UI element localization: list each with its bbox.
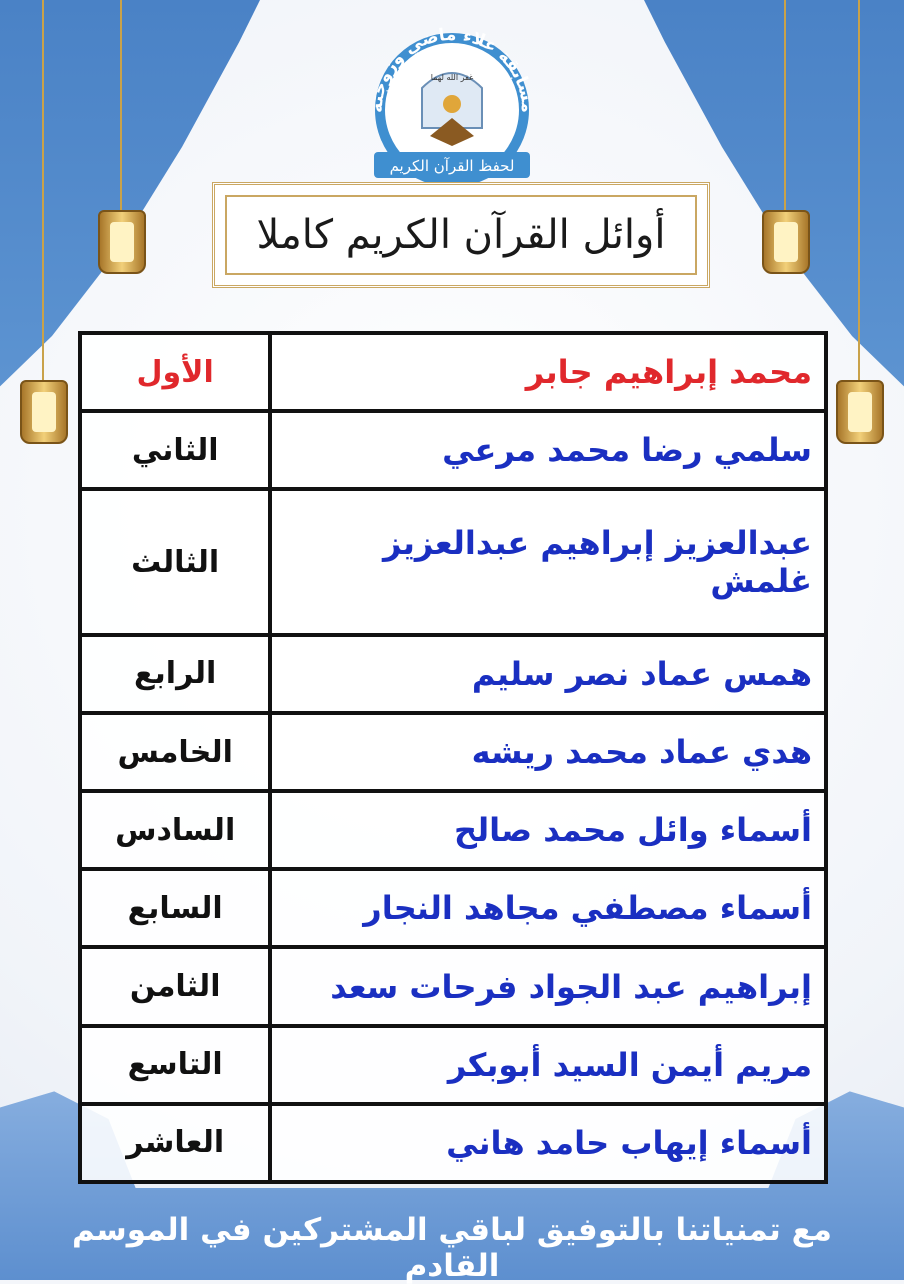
- rank-cell: الخامس: [80, 713, 270, 791]
- name-cell: هدي عماد محمد ريشه: [270, 713, 826, 791]
- name-cell: مريم أيمن السيد أبوبكر: [270, 1026, 826, 1104]
- name-cell: محمد إبراهيم جابر: [270, 333, 826, 411]
- lantern-icon: [762, 0, 808, 274]
- table-row: [80, 411, 826, 489]
- rank-cell: الثالث: [80, 489, 270, 635]
- name-cell: همس عماد نصر سليم: [270, 635, 826, 713]
- winners-table: [78, 331, 828, 1184]
- name-cell: عبدالعزيز إبراهيم عبدالعزيز غلمش: [270, 489, 826, 635]
- table-row: [80, 333, 826, 411]
- rank-cell: الرابع: [80, 635, 270, 713]
- rank-cell: الثامن: [80, 947, 270, 1025]
- rank-cell: السابع: [80, 869, 270, 947]
- rank-cell: الثاني: [80, 411, 270, 489]
- table-row: [80, 869, 826, 947]
- logo-arc-text: مسابقة علاء ماضي وزوجته: [366, 24, 538, 114]
- logo-small-text: غفر الله لهما: [430, 73, 474, 82]
- rank-cell: الأول: [80, 333, 270, 411]
- competition-logo: [360, 18, 544, 188]
- name-cell: إبراهيم عبد الجواد فرحات سعد: [270, 947, 826, 1025]
- name-cell: أسماء إيهاب حامد هاني: [270, 1104, 826, 1182]
- name-cell: أسماء وائل محمد صالح: [270, 791, 826, 869]
- lantern-icon: [836, 0, 882, 444]
- table-row: [80, 713, 826, 791]
- lantern-icon: [98, 0, 144, 274]
- table-row: [80, 791, 826, 869]
- table-row: [80, 1104, 826, 1182]
- table-row: [80, 1026, 826, 1104]
- lantern-icon: [20, 0, 66, 444]
- rank-cell: التاسع: [80, 1026, 270, 1104]
- page-title: أوائل القرآن الكريم كاملا: [256, 212, 666, 258]
- name-cell: سلمي رضا محمد مرعي: [270, 411, 826, 489]
- table-row: [80, 635, 826, 713]
- name-cell: أسماء مصطفي مجاهد النجار: [270, 869, 826, 947]
- rank-cell: العاشر: [80, 1104, 270, 1182]
- table-row: [80, 947, 826, 1025]
- title-frame: [212, 182, 710, 288]
- logo-ribbon-text: لحفظ القرآن الكريم: [389, 157, 515, 175]
- rank-cell: السادس: [80, 791, 270, 869]
- footer-message: مع تمنياتنا بالتوفيق لباقي المشتركين في الموسم القادم: [72, 1212, 832, 1284]
- table-row: [80, 489, 826, 635]
